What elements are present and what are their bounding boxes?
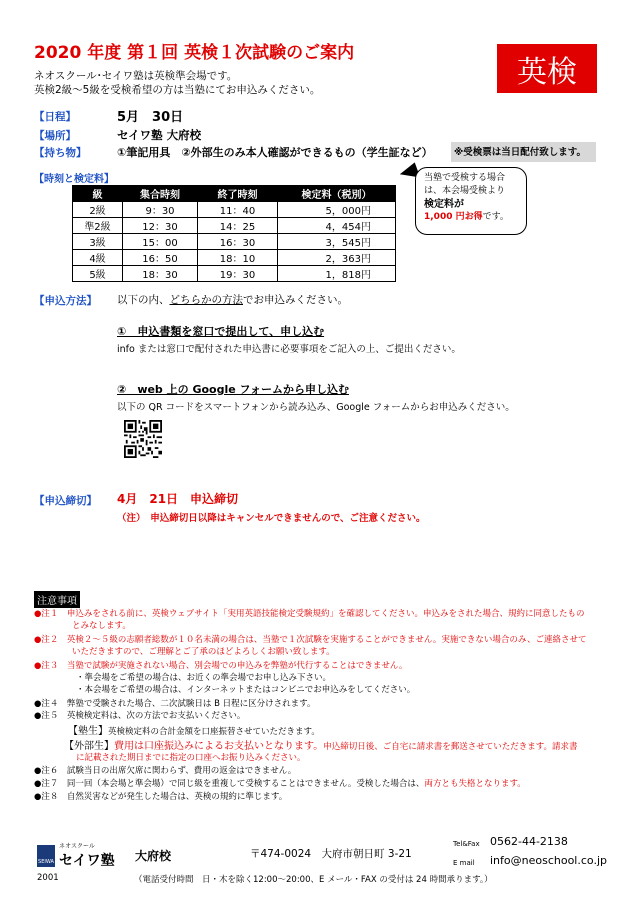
schedule-header-row	[73, 186, 396, 202]
students-label: 【塾生】	[68, 726, 108, 737]
school-logo	[37, 841, 115, 870]
notice-3-sub-2: ・本会場をご希望の場合は、インターネットまたはコンビニでお申込みをしてください。	[76, 685, 416, 695]
gather-cell: 18：30	[123, 266, 198, 282]
reception-hours: （電話受付時間 日・木を除く12:00～20:00、E メール・FAX の受付は 24 時間承ります。）	[134, 875, 493, 885]
notice-2: ●注２ 英検２～５級の志願者総数が１０名未満の場合は、当塾で１次試験を実施することができません。実施できない場合のみ、ご連絡させて	[34, 635, 587, 645]
end-cell: 16：30	[198, 234, 278, 250]
gather-cell: 16：50	[123, 250, 198, 266]
table-row	[73, 218, 396, 234]
notice-5-external-cont: に記載された期日までに指定の口座へお振り込みください。	[76, 753, 306, 763]
end-cell: 18：10	[198, 250, 278, 266]
logo-small-text: ネオスクール	[59, 843, 95, 850]
date-label: 【日程】	[34, 111, 76, 123]
external-label: 【外部生】	[64, 741, 114, 752]
col-end: 終了時刻	[198, 186, 278, 202]
notice-6: ●注６ 試験当日の出席欠席に関わらず、費用の返金はできません。	[34, 766, 297, 776]
table-row	[73, 202, 396, 218]
email-address: info@neoschool.co.jp	[490, 854, 607, 867]
notice-7	[34, 777, 526, 789]
bubble-line: です。	[482, 212, 509, 222]
table-row	[73, 250, 396, 266]
grade-cell: 5級	[73, 266, 123, 282]
exam-date: 5月 30日	[117, 110, 184, 125]
logo-mark	[37, 845, 55, 867]
notice-8: ●注８ 自然災害などが発生した場合は、英検の規約に準じます。	[34, 792, 288, 802]
place-label: 【場所】	[34, 130, 76, 142]
discount-amount: 1,000 円お得	[424, 212, 483, 222]
logo-mark-text: SEIWA	[38, 858, 54, 865]
end-cell: 19：30	[198, 266, 278, 282]
table-row	[73, 234, 396, 250]
notice-7-text: ●注７ 同一回（本会場と準会場）で同じ級を重複して受検することはできません。受検した場合は、	[34, 779, 425, 789]
col-fee: 検定料（税別）	[278, 186, 396, 202]
notice-1-cont: とみなします。	[72, 621, 131, 631]
notice-1: ●注１ 申込みをされる前に、英検ウェブサイト「実用英語技能検定受験規約」を確認してください。申込みをされた場合、規約に同意したもの	[34, 609, 585, 619]
bubble-line: 当塾で受検する場合	[424, 173, 506, 183]
doc-code: 2001	[37, 873, 59, 883]
table-row	[73, 266, 396, 282]
address: 〒474-0024 大府市朝日町 3-21	[250, 848, 412, 860]
fee-cell: 4，454円	[278, 218, 396, 234]
exam-place: セイワ塾 大府校	[117, 128, 202, 142]
apply-label: 【申込方法】	[34, 295, 97, 307]
grade-cell: 3級	[73, 234, 123, 250]
intro-line-2: 英検2級～5級を受検希望の方は当塾にてお申込みください。	[34, 84, 321, 96]
method-1-desc: info または窓口で配付された申込書に必要事項をご記入の上、ご提出ください。	[117, 344, 461, 355]
notice-3: ●注３ 当塾で試験が実施されない場合、別会場での申込みを弊塾が代行することはできません。	[34, 661, 408, 671]
deadline-note: （注） 申込締切日以降はキャンセルできませんので、ご注意ください。	[117, 513, 426, 524]
notice-5: ●注５ 英検検定料は、次の方法でお支払いください。	[34, 711, 246, 721]
grade-cell: 準2級	[73, 218, 123, 234]
notice-5-external	[64, 737, 578, 752]
fee-cell: 1，818円	[278, 266, 396, 282]
apply-lead-tail: でお申込みください。	[243, 294, 348, 306]
end-cell: 11：40	[198, 202, 278, 218]
items-label: 【持ち物】	[34, 147, 87, 159]
notice-2-cont: いただきますので、ご理解とご了承のほどよろしくお願い致します。	[72, 647, 335, 657]
branch-name: 大府校	[135, 849, 172, 863]
deadline-date: 4月 21日 申込締切	[117, 492, 239, 506]
items-value: ①筆記用具 ②外部生のみ本人確認ができるもの（学生証など）	[117, 146, 433, 159]
bubble-line: 検定料が	[424, 199, 464, 210]
notice-5-students	[68, 722, 320, 737]
deadline-label: 【申込締切】	[34, 495, 97, 507]
ticket-note: ※受検票は当日配付致します。	[451, 142, 596, 162]
col-grade: 級	[73, 186, 123, 202]
apply-lead-text: 以下の内、	[117, 294, 170, 306]
col-gather: 集合時刻	[123, 186, 198, 202]
bubble-line: は、本会場受検より	[424, 186, 506, 196]
grade-cell: 2級	[73, 202, 123, 218]
notice-7-red: 両方とも失格となります。	[424, 779, 526, 789]
notice-heading: 注意事項	[34, 591, 80, 608]
notice-4: ●注４ 弊塾で受験された場合、二次試験日は B 日程に区分けされます。	[34, 699, 316, 709]
page-title: 2020 年度 第１回 英検１次試験のご案内	[34, 43, 355, 63]
logo-text	[59, 841, 115, 870]
method-2-title: ② web 上の Google フォームから申し込む	[117, 383, 349, 396]
gather-cell: 15：00	[123, 234, 198, 250]
gather-cell: 9：30	[123, 202, 198, 218]
discount-bubble	[415, 167, 527, 235]
fee-cell: 5，000円	[278, 202, 396, 218]
method-1-title: ① 申込書類を窓口で提出して、申し込む	[117, 325, 325, 338]
external-main: 費用は口座振込みによるお支払いとなります。	[114, 741, 324, 752]
schedule-table	[72, 185, 396, 282]
schedule-label: 【時刻と検定料】	[34, 174, 114, 185]
logo-big-text: セイワ塾	[59, 853, 115, 869]
fee-cell: 3，545円	[278, 234, 396, 250]
external-detail: 申込締切日後、ご自宅に請求書を郵送させていただきます。請求書	[323, 742, 578, 752]
fee-cell: 2，363円	[278, 250, 396, 266]
students-text: 英検検定料の合計金額を口座振替させていただきます。	[108, 727, 320, 737]
tel-label: Tel&Fax	[453, 840, 480, 848]
eiken-badge: 英検	[497, 44, 597, 93]
notice-3-sub-1: ・準会場をご希望の場合は、お近くの準会場でお申し込み下さい。	[76, 673, 332, 683]
apply-lead	[117, 292, 348, 307]
qr-code-icon[interactable]	[124, 418, 162, 460]
end-cell: 14：25	[198, 218, 278, 234]
method-2-desc: 以下の QR コードをスマートフォンから読み込み、Google フォームからお申込みください。	[117, 402, 515, 413]
grade-cell: 4級	[73, 250, 123, 266]
apply-lead-underline: どちらかの方法	[169, 294, 243, 306]
email-label: E mail	[453, 859, 475, 867]
tel-number: 0562-44-2138	[490, 835, 568, 848]
intro-line-1: ネオスクール･セイワ塾は英検準会場です。	[34, 70, 238, 82]
gather-cell: 12：30	[123, 218, 198, 234]
